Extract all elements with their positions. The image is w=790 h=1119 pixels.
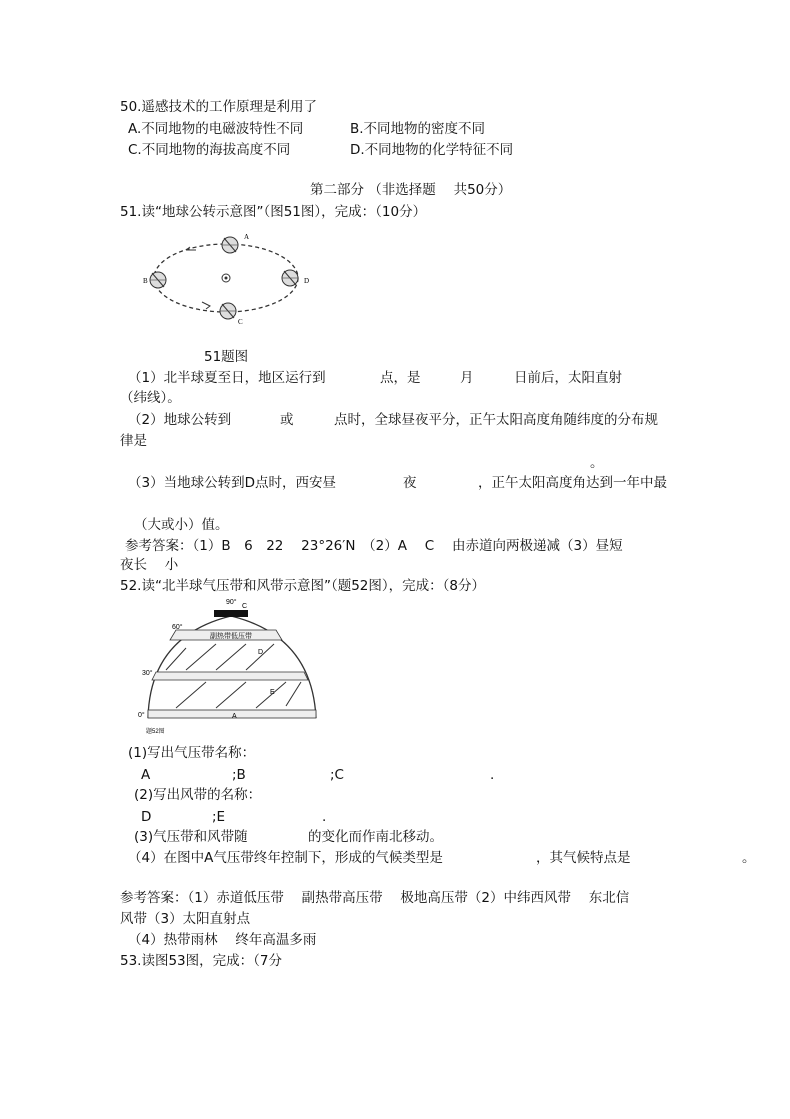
- q50-stem: 50.遥感技术的工作原理是利用了: [120, 99, 317, 115]
- q52-s2b: ;E: [212, 809, 226, 825]
- q51-s3c: ，正午太阳高度角达到一年中最: [478, 475, 667, 491]
- q51-answer-line1: 参考答案：（1）B 6 22 23°26′N （2）A C 由赤道向两极递减（3）昼短: [125, 538, 623, 554]
- q51-s1e: （纬线）。: [120, 390, 181, 406]
- q51-s2b: 或: [280, 412, 294, 428]
- orbit-label-c: C: [238, 318, 243, 326]
- q51-s2: （2）地球公转到: [128, 412, 232, 428]
- q50-option-c: C.不同地物的海拔高度不同: [128, 142, 291, 158]
- earth-position-a: [222, 237, 238, 253]
- lat-label-90: 90°: [226, 599, 237, 606]
- label-c: C: [242, 603, 248, 610]
- q51-answer-line2: 夜长 小: [120, 557, 179, 573]
- lat-label-60: 60°: [172, 624, 183, 631]
- q51-s1c: 月: [460, 370, 474, 386]
- fig52-caption: 题52图: [146, 729, 165, 735]
- q50-option-d: D.不同地物的化学特征不同: [350, 142, 514, 158]
- q52-s3: (3)气压带和风带随: [134, 829, 248, 845]
- polar-high-band: [214, 610, 248, 617]
- band-label: 副热带低压带: [210, 633, 252, 640]
- q51-s2d: 律是: [120, 433, 147, 449]
- q52-s2: (2)写出风带的名称：: [134, 787, 262, 803]
- earth-position-b: [150, 272, 166, 288]
- sun-icon: [222, 274, 230, 282]
- q52-stem: 52.读“北半球气压带和风带示意图”（题52图），完成：（8分）: [120, 578, 485, 594]
- q51-s1: （1）北半球夏至日，地区运行到: [128, 370, 326, 386]
- part2-title: 第二部分 （非选择题 共50分）: [310, 182, 512, 198]
- q52-s4c: 。: [742, 850, 756, 866]
- q51-s3b: 夜: [403, 475, 417, 491]
- q52-answer-line3: （4）热带雨林 终年高温多雨: [128, 932, 317, 948]
- q51-s3: （3）当地球公转到D点时，西安昼: [128, 475, 336, 491]
- q52-s1b: ;B: [232, 767, 246, 783]
- q52-s4b: ，其气候特点是: [536, 850, 631, 866]
- earth-position-d: [282, 270, 298, 286]
- pressure-wind-belt-figure: [136, 596, 326, 738]
- orbit-label-b: B: [143, 277, 148, 285]
- q51-s3d: （大或小）值。: [134, 517, 229, 533]
- q52-answer-line2: 风带（3）太阳直射点: [120, 911, 251, 927]
- q51-caption: 51题图: [204, 349, 249, 365]
- lat-label-0: 0°: [138, 712, 145, 719]
- q53-stem: 53.读图53图，完成：（7分: [120, 953, 282, 969]
- orbit-label-d: D: [304, 277, 310, 285]
- earth-orbit-figure: [138, 228, 328, 328]
- label-e: E: [270, 689, 275, 696]
- q51-s1b: 点，是: [380, 370, 421, 386]
- orbit-label-a: A: [244, 233, 250, 241]
- q52-answer-line1: 参考答案：（1）赤道低压带 副热带高压带 极地高压带（2）中纬西风带 东北信: [120, 890, 630, 906]
- q51-s2e: 。: [590, 455, 604, 471]
- lat-label-30: 30°: [142, 670, 153, 677]
- q52-s4: （4）在图中A气压带终年控制下，形成的气候类型是: [128, 850, 443, 866]
- label-a: A: [232, 713, 237, 720]
- earth-position-c: [220, 303, 236, 319]
- q52-s1c: ;C: [330, 767, 344, 783]
- orbit-arrow-icon: [202, 302, 210, 309]
- q52-s2c: .: [322, 809, 327, 825]
- q51-s1d: 日前后，太阳直射: [514, 370, 622, 386]
- subtropical-high-band: [152, 672, 308, 680]
- q51-s2c: 点时，全球昼夜平分，正午太阳高度角随纬度的分布规: [334, 412, 658, 428]
- q52-s1: (1)写出气压带名称：: [128, 745, 256, 761]
- q50-option-b: B.不同地物的密度不同: [350, 121, 486, 137]
- q52-s1a: A: [141, 767, 151, 783]
- q50-option-a: A.不同地物的电磁波特性不同: [128, 121, 304, 137]
- q52-s3b: 的变化而作南北移动。: [308, 829, 443, 845]
- q51-stem: 51.读“地球公转示意图”（图51图），完成：（10分）: [120, 204, 427, 220]
- q52-s1d: .: [490, 767, 495, 783]
- q52-s2a: D: [141, 809, 152, 825]
- label-d: D: [258, 649, 264, 656]
